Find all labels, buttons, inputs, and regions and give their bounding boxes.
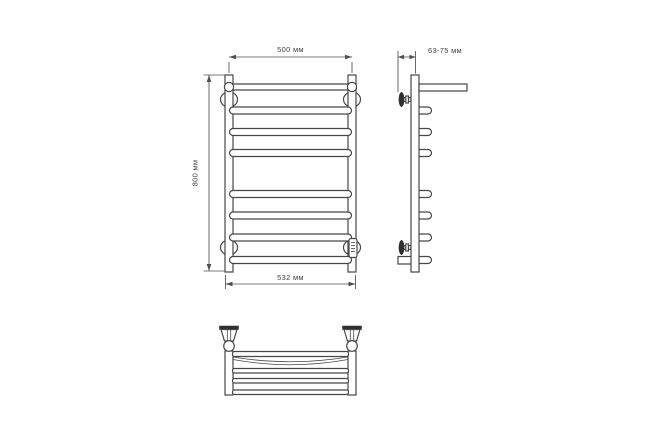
shelf-front-rail xyxy=(229,84,352,90)
rung-5 xyxy=(230,212,352,219)
top-right-post xyxy=(348,351,356,395)
valve-body xyxy=(349,239,357,258)
top-shelf-bars xyxy=(233,352,349,395)
dimension-height xyxy=(191,75,226,271)
flange-cone xyxy=(221,330,237,342)
side-post xyxy=(411,75,419,272)
dim-label-height: 800 мм xyxy=(190,159,200,187)
bottom-valve-fitting xyxy=(349,239,357,258)
arrowhead-down xyxy=(207,264,212,271)
top-view xyxy=(220,326,362,395)
bracket-flange-disc xyxy=(399,92,404,106)
shelf-hub-right xyxy=(347,82,356,91)
top-left-post xyxy=(225,351,233,395)
top-hub-left xyxy=(224,341,235,352)
arrowhead-left xyxy=(229,55,236,60)
left-post xyxy=(225,75,233,272)
rung-3 xyxy=(230,150,352,157)
dimension-width-bottom xyxy=(226,273,356,289)
dimension-width-top xyxy=(229,45,352,73)
front-view xyxy=(191,45,361,289)
top-shelf-bar xyxy=(224,82,356,91)
arrowhead-right xyxy=(349,282,356,287)
bracket-nut xyxy=(406,244,409,251)
side-shelf-bar xyxy=(419,84,467,91)
side-view xyxy=(398,46,467,272)
arrowhead-right xyxy=(345,55,352,60)
shelf-bar-2 xyxy=(233,369,349,374)
shelf-bar-front xyxy=(233,352,349,357)
arrowhead-left xyxy=(226,282,233,287)
arrowhead-up xyxy=(207,75,212,82)
bracket-nut xyxy=(406,96,409,103)
side-wall-bracket-bottom xyxy=(399,240,411,254)
rung-2 xyxy=(230,129,352,136)
rung-4 xyxy=(230,191,352,198)
arrowhead-left xyxy=(398,55,404,59)
side-wall-bracket-top xyxy=(399,92,411,106)
rung-7 xyxy=(230,257,352,264)
top-flange-left xyxy=(220,326,239,341)
dim-label-width-top: 500 мм xyxy=(277,45,304,54)
flange-cone xyxy=(344,330,360,342)
dim-label-width-bottom: 532 мм xyxy=(277,273,304,282)
dim-label-wall-offset: 63-75 мм xyxy=(428,46,462,55)
arrowhead-right xyxy=(410,55,416,59)
front-rungs xyxy=(230,107,352,264)
top-hub-right xyxy=(347,341,358,352)
rung-1 xyxy=(230,107,352,114)
shelf-bar-3 xyxy=(233,379,349,384)
shelf-hub-left xyxy=(224,82,233,91)
top-flange-right xyxy=(343,326,362,341)
shelf-curved-rail-outer xyxy=(233,357,348,362)
shelf-bar-back xyxy=(233,390,349,395)
bracket-flange-disc xyxy=(399,240,404,254)
bottom-pipe-connection xyxy=(398,257,412,265)
rung-6 xyxy=(230,234,352,241)
